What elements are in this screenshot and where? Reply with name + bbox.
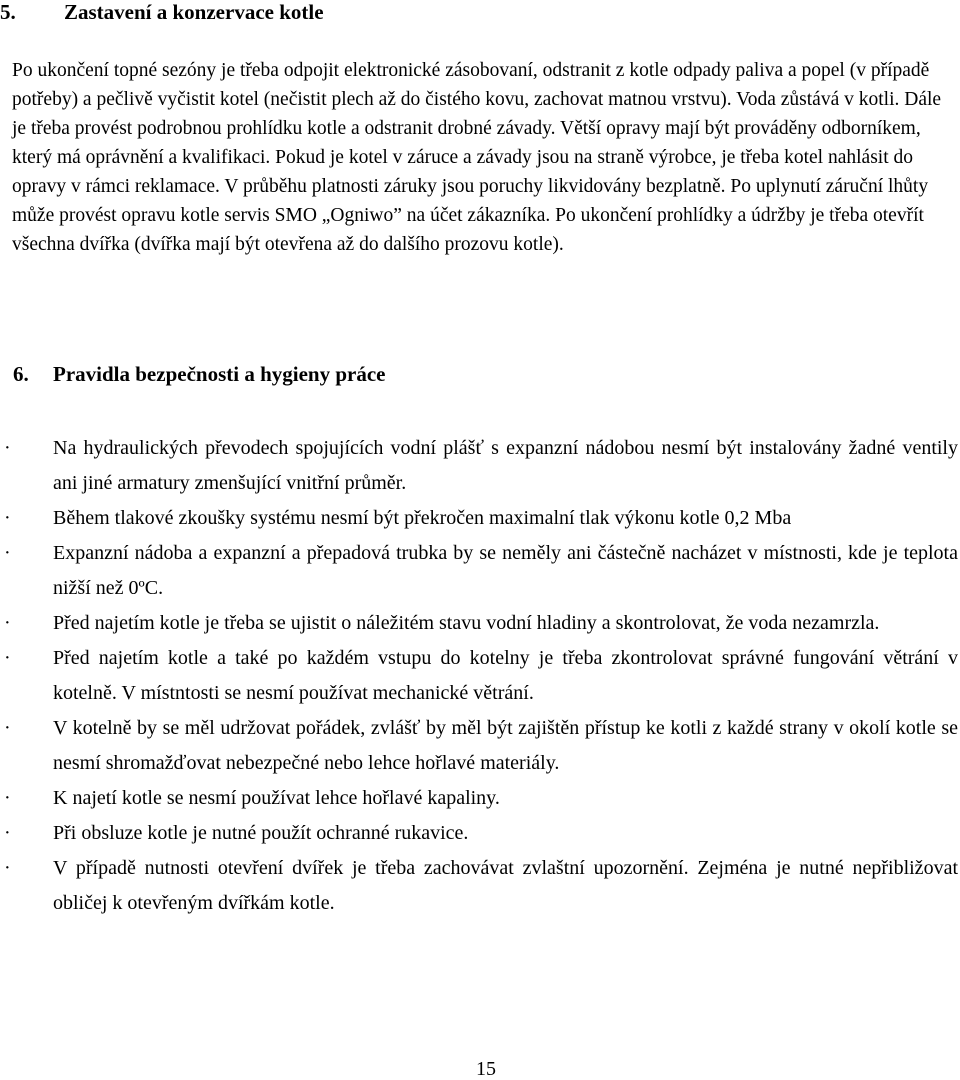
- list-item-text: Před najetím kotle a také po každém vstupu do kotelny je třeba zkontrolovat správné fungování větrání v kotelně. V místntosti se nesmí používat mechanické větrání.: [53, 647, 958, 704]
- list-item-text: Během tlakové zkoušky systému nesmí být překročen maximalní tlak výkonu kotle 0,2 Mba: [53, 507, 792, 529]
- list-item-text: V kotelně by se měl udržovat pořádek, zvlášť by měl být zajištěn přístup ke kotli z každé strany v okolí kotle se nesmí shromažďovat nebezpečné nebo lehce hořlavé materiály.: [53, 717, 958, 774]
- bullet-dot-icon: ·: [4, 542, 11, 564]
- section-5-number: 5.: [0, 0, 16, 24]
- section-5-heading: [0, 0, 324, 24]
- section-5-paragraph: Po ukončení topné sezóny je třeba odpojit elektronické zásobovaní, odstranit z kotle odpady paliva a popel (v případě potřeby) a pečlivě vyčistit kotel (nečistit plech až do čistého kovu, zachovat matnou vrstvu). Voda zůstává v kotli. Dále je třeba provést podrobnou prohlídku kotle a odstranit drobné závady. Větší opravy mají být prováděny odborníkem, který má oprávnění a kvalifikaci. Pokud je kotel v záruce a závady jsou na straně výrobce, je třeba kotel nahlásit do opravy v rámci reklamace. V průběhu platnosti záruky jsou poruchy likvidovány bezplatně. Po uplynutí záruční lhůty může provést opravu kotle servis SMO „Ogniwo” na účet zákazníka. Po ukončení prohlídky a údržby je třeba otevřít všechna dvířka (dvířka mají být otevřena až do dalšího prozovu kotle).: [12, 60, 942, 255]
- list-item-text: V případě nutnosti otevření dvířek je třeba zachovávat zvlaštní upozornění. Zejména je nutné nepřibližovat obličej k otevřeným dvířkám kotle.: [53, 857, 958, 914]
- bullet-dot-icon: ·: [4, 787, 11, 809]
- list-item: [0, 816, 960, 851]
- section-6-heading: [13, 362, 385, 386]
- bullet-dot-icon: ·: [4, 857, 11, 879]
- section-6-title: Pravidla bezpečnosti a hygieny práce: [53, 362, 386, 386]
- list-item: [0, 711, 960, 781]
- list-item: [0, 641, 960, 711]
- list-item-text: Na hydraulických převodech spojujících vodní plášť s expanzní nádobou nesmí být instalovány žadné ventily ani jiné armatury zmenšující vnitřní průměr.: [53, 437, 958, 494]
- list-item-text: Při obsluze kotle je nutné použít ochranné rukavice.: [53, 822, 469, 844]
- bullet-dot-icon: ·: [4, 717, 11, 739]
- list-item: [0, 851, 960, 921]
- page-number: 15: [476, 1058, 496, 1080]
- list-item: [0, 501, 960, 536]
- list-item-text: Expanzní nádoba a expanzní a přepadová trubka by se neměly ani částečně nacházet v místnosti, kde je teplota nižší než 0ºC.: [53, 542, 958, 599]
- section-5-title: Zastavení a konzervace kotle: [64, 0, 324, 24]
- bullet-dot-icon: ·: [4, 647, 11, 669]
- bullet-dot-icon: ·: [4, 437, 11, 459]
- safety-rules-list: [0, 431, 960, 921]
- section-6-number: 6.: [13, 362, 29, 386]
- list-item: [0, 781, 960, 816]
- list-item: [0, 431, 960, 501]
- bullet-dot-icon: ·: [4, 822, 11, 844]
- list-item-text: Před najetím kotle je třeba se ujistit o náležitém stavu vodní hladiny a skontrolovat, že voda nezamrzla.: [53, 612, 880, 634]
- list-item: [0, 536, 960, 606]
- list-item: [0, 606, 960, 641]
- list-item-text: K najetí kotle se nesmí používat lehce hořlavé kapaliny.: [53, 787, 500, 809]
- bullet-dot-icon: ·: [4, 612, 11, 634]
- bullet-dot-icon: ·: [4, 507, 11, 529]
